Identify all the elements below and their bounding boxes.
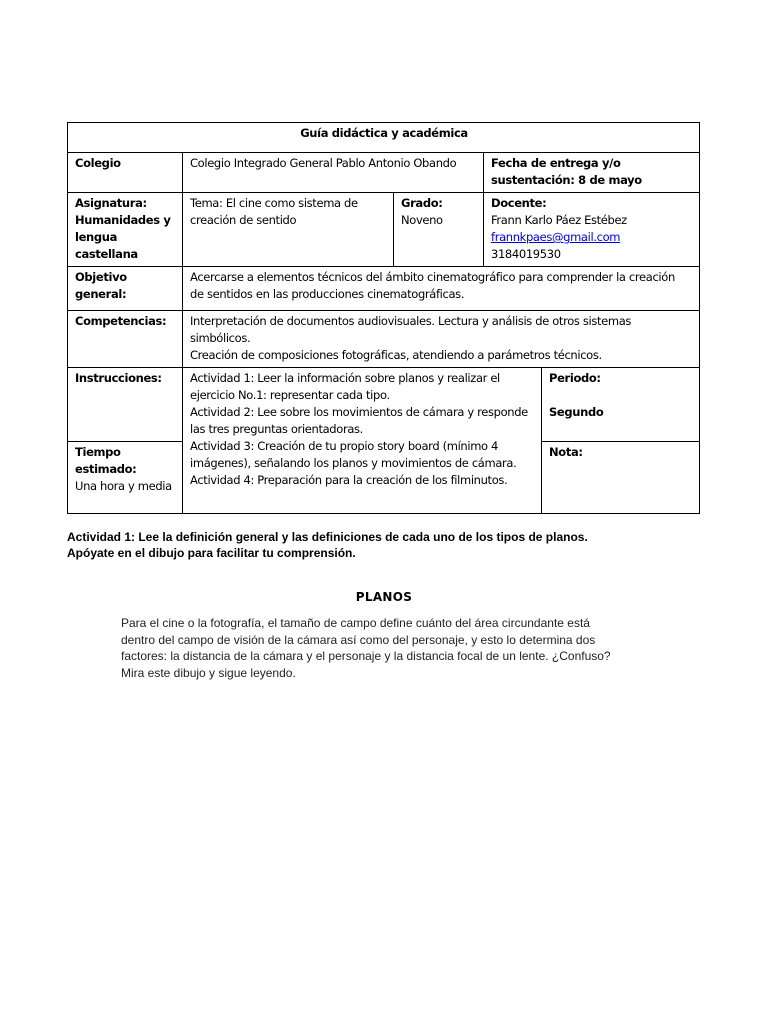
tema-cell xyxy=(183,193,394,267)
paragraph-line: Para el cine o la fotografía, el tamaño de campo define cuánto del área circundante está xyxy=(121,616,590,630)
table-title: Guía didáctica y académica xyxy=(68,123,700,153)
instrucciones-cell xyxy=(183,368,542,514)
instruccion-line: Actividad 2: Lee sobre los movimientos de cámara y responde xyxy=(190,405,528,419)
instruccion-line: Actividad 4: Preparación para la creación de los filminutos. xyxy=(190,473,508,487)
objetivo-line: Acercarse a elementos técnicos del ámbito cinematográfico para comprender la creación xyxy=(190,270,675,284)
activity-line: Apóyate en el dibujo para facilitar tu comprensión. xyxy=(67,546,356,560)
instruccion-line: ejercicio No.1: representar cada tipo. xyxy=(190,388,390,402)
tema-line: creación de sentido xyxy=(190,213,297,227)
docente-name: Frann Karlo Páez Estébez xyxy=(491,213,627,227)
docente-phone: 3184019530 xyxy=(491,247,561,261)
instruccion-line: imágenes), señalando los planos y movimientos de cámara. xyxy=(190,456,517,470)
tiempo-cell xyxy=(68,442,183,514)
fecha-cell xyxy=(484,153,700,193)
competencias-line: simbólicos. xyxy=(190,331,251,345)
paragraph-line: factores: la distancia de la cámara y el personaje y la distancia focal de un lente. ¿Confuso? xyxy=(121,649,611,663)
objetivo-line: de sentidos en las producciones cinematográficas. xyxy=(190,287,465,301)
colegio-label: Colegio xyxy=(68,153,183,193)
periodo-value: Segundo xyxy=(549,405,604,419)
table-row xyxy=(68,123,700,153)
activity-line: Actividad 1: Lee la definición general y las definiciones de cada uno de los tipos de planos. xyxy=(67,530,588,544)
table-row xyxy=(68,311,700,368)
colegio-value: Colegio Integrado General Pablo Antonio Obando xyxy=(183,153,484,193)
grado-label: Grado: xyxy=(401,196,443,210)
table-row xyxy=(68,267,700,311)
asignatura-cell xyxy=(68,193,183,267)
instrucciones-label: Instrucciones: xyxy=(68,368,183,442)
tiempo-label: estimado: xyxy=(75,462,137,476)
nota-label: Nota: xyxy=(542,442,700,514)
asignatura-label: Asignatura: xyxy=(75,196,147,210)
docente-cell xyxy=(484,193,700,267)
instruccion-line: las tres preguntas orientadoras. xyxy=(190,422,363,436)
periodo-cell xyxy=(542,368,700,442)
table-row xyxy=(68,153,700,193)
body-paragraph xyxy=(121,615,641,681)
paragraph-line: Mira este dibujo y sigue leyendo. xyxy=(121,665,296,680)
docente-email-link[interactable]: frannkpaes@gmail.com xyxy=(491,230,621,244)
tiempo-value: Una hora y media xyxy=(75,479,172,493)
grado-cell xyxy=(394,193,484,267)
asignatura-value: Humanidades y xyxy=(75,213,171,227)
docente-label: Docente: xyxy=(491,196,547,210)
tiempo-label: Tiempo xyxy=(75,445,121,459)
competencias-line: Creación de composiciones fotográficas, atendiendo a parámetros técnicos. xyxy=(190,348,602,362)
grado-value: Noveno xyxy=(401,213,443,227)
competencias-label: Competencias: xyxy=(68,311,183,368)
instruccion-line: Actividad 1: Leer la información sobre planos y realizar el xyxy=(190,371,500,385)
competencias-line: Interpretación de documentos audiovisuales. Lectura y análisis de otros sistemas xyxy=(190,314,632,328)
objetivo-cell xyxy=(183,267,700,311)
fecha-line: sustentación: 8 de mayo xyxy=(491,173,642,187)
activity-instructions xyxy=(67,529,707,561)
objetivo-label: Objetivo general: xyxy=(68,267,183,311)
table-row xyxy=(68,368,700,442)
fecha-line: Fecha de entrega y/o xyxy=(491,156,621,170)
asignatura-value: lengua castellana xyxy=(75,230,138,261)
periodo-label: Periodo: xyxy=(549,371,601,385)
guide-table xyxy=(67,122,700,514)
table-row xyxy=(68,193,700,267)
competencias-cell xyxy=(183,311,700,368)
instruccion-line: Actividad 3: Creación de tu propio story board (mínimo 4 xyxy=(190,439,499,453)
paragraph-line: dentro del campo de visión de la cámara así como del personaje, y esto lo determina dos xyxy=(121,632,596,647)
section-title: PLANOS xyxy=(355,590,413,604)
tema-line: Tema: El cine como sistema de xyxy=(190,196,358,210)
